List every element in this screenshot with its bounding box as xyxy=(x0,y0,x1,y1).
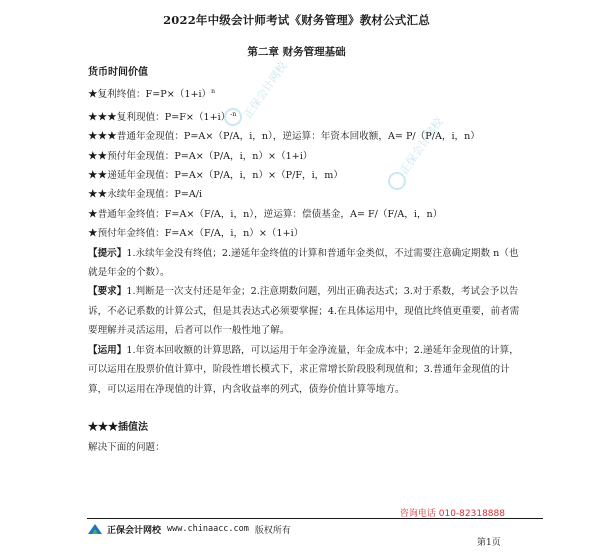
watermark-text: 正保会计网校 xyxy=(397,115,446,178)
formula-text: 复利终值：F=P×（1+i） xyxy=(97,89,212,101)
formula-line xyxy=(88,105,520,127)
formula-text: 普通年金现值：P=A×（P/A，i，n），逆运算：年资本回收额，A= P/（P/A，i，n） xyxy=(116,131,480,143)
hotline-text: 咨询电话 010-82318888 xyxy=(399,509,505,519)
tip-label: 【提示】 xyxy=(88,247,127,259)
formula-exponent: n xyxy=(211,88,216,96)
formula-text: 预付年金现值：P=A×（P/A，i，n）×（1+i） xyxy=(107,150,313,162)
page-footer xyxy=(87,509,543,537)
star-rating: ★ xyxy=(88,208,98,220)
star-rating: ★ xyxy=(88,89,98,101)
footer-rights: 版权所有 xyxy=(254,525,291,536)
formula-line xyxy=(88,82,520,104)
application-text: 1.年资本回收额的计算思路，可以运用于年金净流量，年金成本中；2.递延年金现值的计算，可以运用在股票价值计算中，阶段性增长模式下，求正常增长阶段股利现值和；3.普通年金现值的计算，可以运用在净现值的计算，内含收益率的列式，债券价值计算等地方。 xyxy=(88,344,519,395)
footer-brand-area xyxy=(87,522,291,536)
formula-line xyxy=(88,127,520,146)
formula-line xyxy=(88,147,520,166)
section-heading-text: 插值法 xyxy=(118,422,148,434)
watermark-text: 正保会计网校 xyxy=(241,59,290,122)
formula-text: 复利现值：P=F×（1+i） xyxy=(116,111,231,123)
star-rating: ★★ xyxy=(88,170,108,182)
footer-site-link[interactable]: www.chinaacc.com xyxy=(167,524,249,534)
tip-text: 1.永续年金没有终值；2.递延年金终值的计算和普通年金类似，不过需要注意确定期数 n（也就是年金的个数）。 xyxy=(88,247,519,279)
page-number: 第1页 xyxy=(477,538,501,548)
content-body xyxy=(88,63,520,457)
document-title: 2022年中级会计师考试《财务管理》教材公式汇总 xyxy=(163,13,430,27)
formula-exponent: -n xyxy=(230,110,237,118)
footer-brand: 正保会计网校 xyxy=(107,525,162,536)
requirement-text: 1.判断是一次支付还是年金；2.注意期数问题，列出正确表达式；3.对于系数，考试会予以告诉，不必记系数的计算公式，但是其表达式必须要掌握；4.在具体运用中，现值比终值更重要，前者需要理解并灵活运用，后者可以作一般性地了解。 xyxy=(88,286,520,337)
star-rating: ★★ xyxy=(88,189,108,201)
intro-line: 解决下面的问题： xyxy=(88,441,165,453)
formula-text: 普通年金终值：F=A×（F/A，i，n），逆运算：偿债基金，A= F/（F/A，i，n） xyxy=(97,208,443,220)
formula-line xyxy=(88,185,520,204)
chinaacc-logo-icon xyxy=(87,522,103,536)
formula-text: 预付年金终值：F=A×（F/A，i，n）×（1+i） xyxy=(97,228,304,240)
star-rating: ★ xyxy=(88,228,98,240)
star-rating: ★★ xyxy=(88,150,108,162)
application-paragraph xyxy=(88,341,520,399)
requirement-paragraph xyxy=(88,282,520,340)
star-rating: ★★★ xyxy=(88,131,117,143)
star-rating: ★★★ xyxy=(88,111,117,123)
section-heading-interpolation xyxy=(88,418,520,437)
tip-paragraph xyxy=(88,244,520,283)
section-heading: 货币时间价值 xyxy=(88,67,148,78)
formula-text: 递延年金现值：P=A×（P/A，i，n）×（P/F，i，m） xyxy=(107,170,343,182)
application-label: 【运用】 xyxy=(88,344,127,356)
chapter-title: 第二章 财务管理基础 xyxy=(247,46,346,58)
star-rating: ★★★ xyxy=(88,422,118,434)
requirement-label: 【要求】 xyxy=(88,286,127,298)
formula-text: 永续年金现值：P=A/i xyxy=(107,189,203,201)
formula-line xyxy=(88,205,520,224)
formula-line xyxy=(88,166,520,185)
formula-line xyxy=(88,224,520,243)
